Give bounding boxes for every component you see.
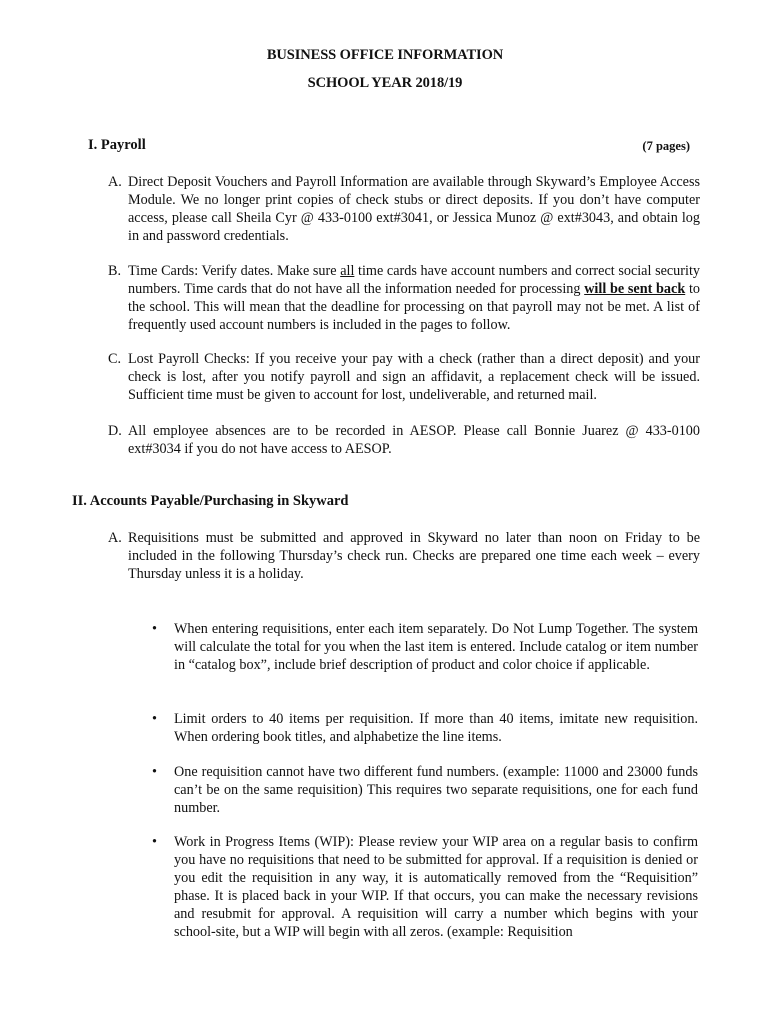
item-label: C.: [108, 351, 122, 367]
payroll-item-b: [108, 262, 700, 334]
item-text: All employee absences are to be recorded in AESOP. Please call Bonnie Juarez @ 433-0100 ext#3034 if you do not have access to AESOP.: [128, 423, 700, 457]
item-text: Lost Payroll Checks: If you receive your pay with a check (rather than a direct deposit) and your check is lost, after you notify payroll and sign an affidavit, a replacement check will be issued. Sufficient time must be given to account for lost, undeliverable, and returned mail.: [128, 351, 700, 403]
purchasing-item-a: [108, 529, 700, 583]
bullet-item: [152, 763, 698, 817]
bullet-item: [152, 710, 698, 746]
underlined-text: all: [340, 263, 355, 279]
document-subtitle: SCHOOL YEAR 2018/19: [307, 75, 463, 91]
bullet-text: Limit orders to 40 items per requisition. If more than 40 items, imitate new requisition. When ordering book titles, and alphabetize the line items.: [174, 711, 698, 745]
bullet-text: One requisition cannot have two different fund numbers. (example: 11000 and 23000 funds can’t be on the same requisition) This requires two separate requisitions, one for each fund number.: [174, 764, 698, 816]
document-title: BUSINESS OFFICE INFORMATION: [266, 47, 504, 63]
bullet-item: [152, 620, 698, 674]
payroll-item-d: [108, 422, 700, 458]
item-label: A.: [108, 530, 122, 546]
bullet-icon: •: [152, 764, 157, 780]
item-label: B.: [108, 263, 122, 279]
bullet-icon: •: [152, 711, 157, 727]
bullet-icon: •: [152, 834, 157, 850]
item-label: A.: [108, 174, 122, 190]
item-text: [128, 262, 700, 334]
text-segment: to the school. This will mean that the deadline for processing on that payroll may not be met. A list of frequently used account numbers is included in the pages to follow.: [128, 281, 700, 333]
item-label: D.: [108, 423, 122, 439]
item-text: Requisitions must be submitted and approved in Skyward no later than noon on Friday to be included in the following Thursday’s check run. Checks are prepared one time each week – every Thursday unless it is a holiday.: [128, 530, 700, 582]
bullet-text: When entering requisitions, enter each item separately. Do Not Lump Together. The system will calculate the total for you when the last item is entered. Include catalog or item number in “catalog box”, include brief description of product and color choice if applicable.: [174, 621, 698, 673]
item-text: Direct Deposit Vouchers and Payroll Information are available through Skyward’s Employee Access Module. We no longer print copies of check stubs or direct deposits. If you don’t have computer access, please call Sheila Cyr @ 433-0100 ext#3041, or Jessica Munoz @ ext#3043, and obtain log in and password credentials.: [128, 174, 700, 244]
bullet-item: [152, 833, 698, 941]
emphasized-text: will be sent back: [584, 281, 686, 297]
payroll-item-c: [108, 350, 700, 404]
bullet-icon: •: [152, 621, 157, 637]
text-segment: time cards have account numbers and correct social security numbers. Time cards that do not have all the information needed for processing: [128, 263, 700, 297]
section-heading-accounts-payable: II. Accounts Payable/Purchasing in Skyward: [72, 493, 349, 509]
bullet-text: Work in Progress Items (WIP): Please review your WIP area on a regular basis to confirm you have no requisitions that need to be submitted for approval. If a requisition is denied or you edit the requisition in any way, it is automatically removed from the “Requisition” phase. It is placed back in your WIP. If that occurs, you can make the necessary revisions and resubmit for approval. A requisition will carry a number which begins with your school-site, but a WIP will begin with all zeros. (example: Requisition: [174, 834, 698, 940]
text-segment: Time Cards: Verify dates. Make sure: [128, 263, 341, 279]
pages-note: (7 pages): [642, 139, 690, 153]
payroll-item-a: [108, 173, 700, 245]
section-heading-payroll: I. Payroll: [88, 137, 146, 153]
